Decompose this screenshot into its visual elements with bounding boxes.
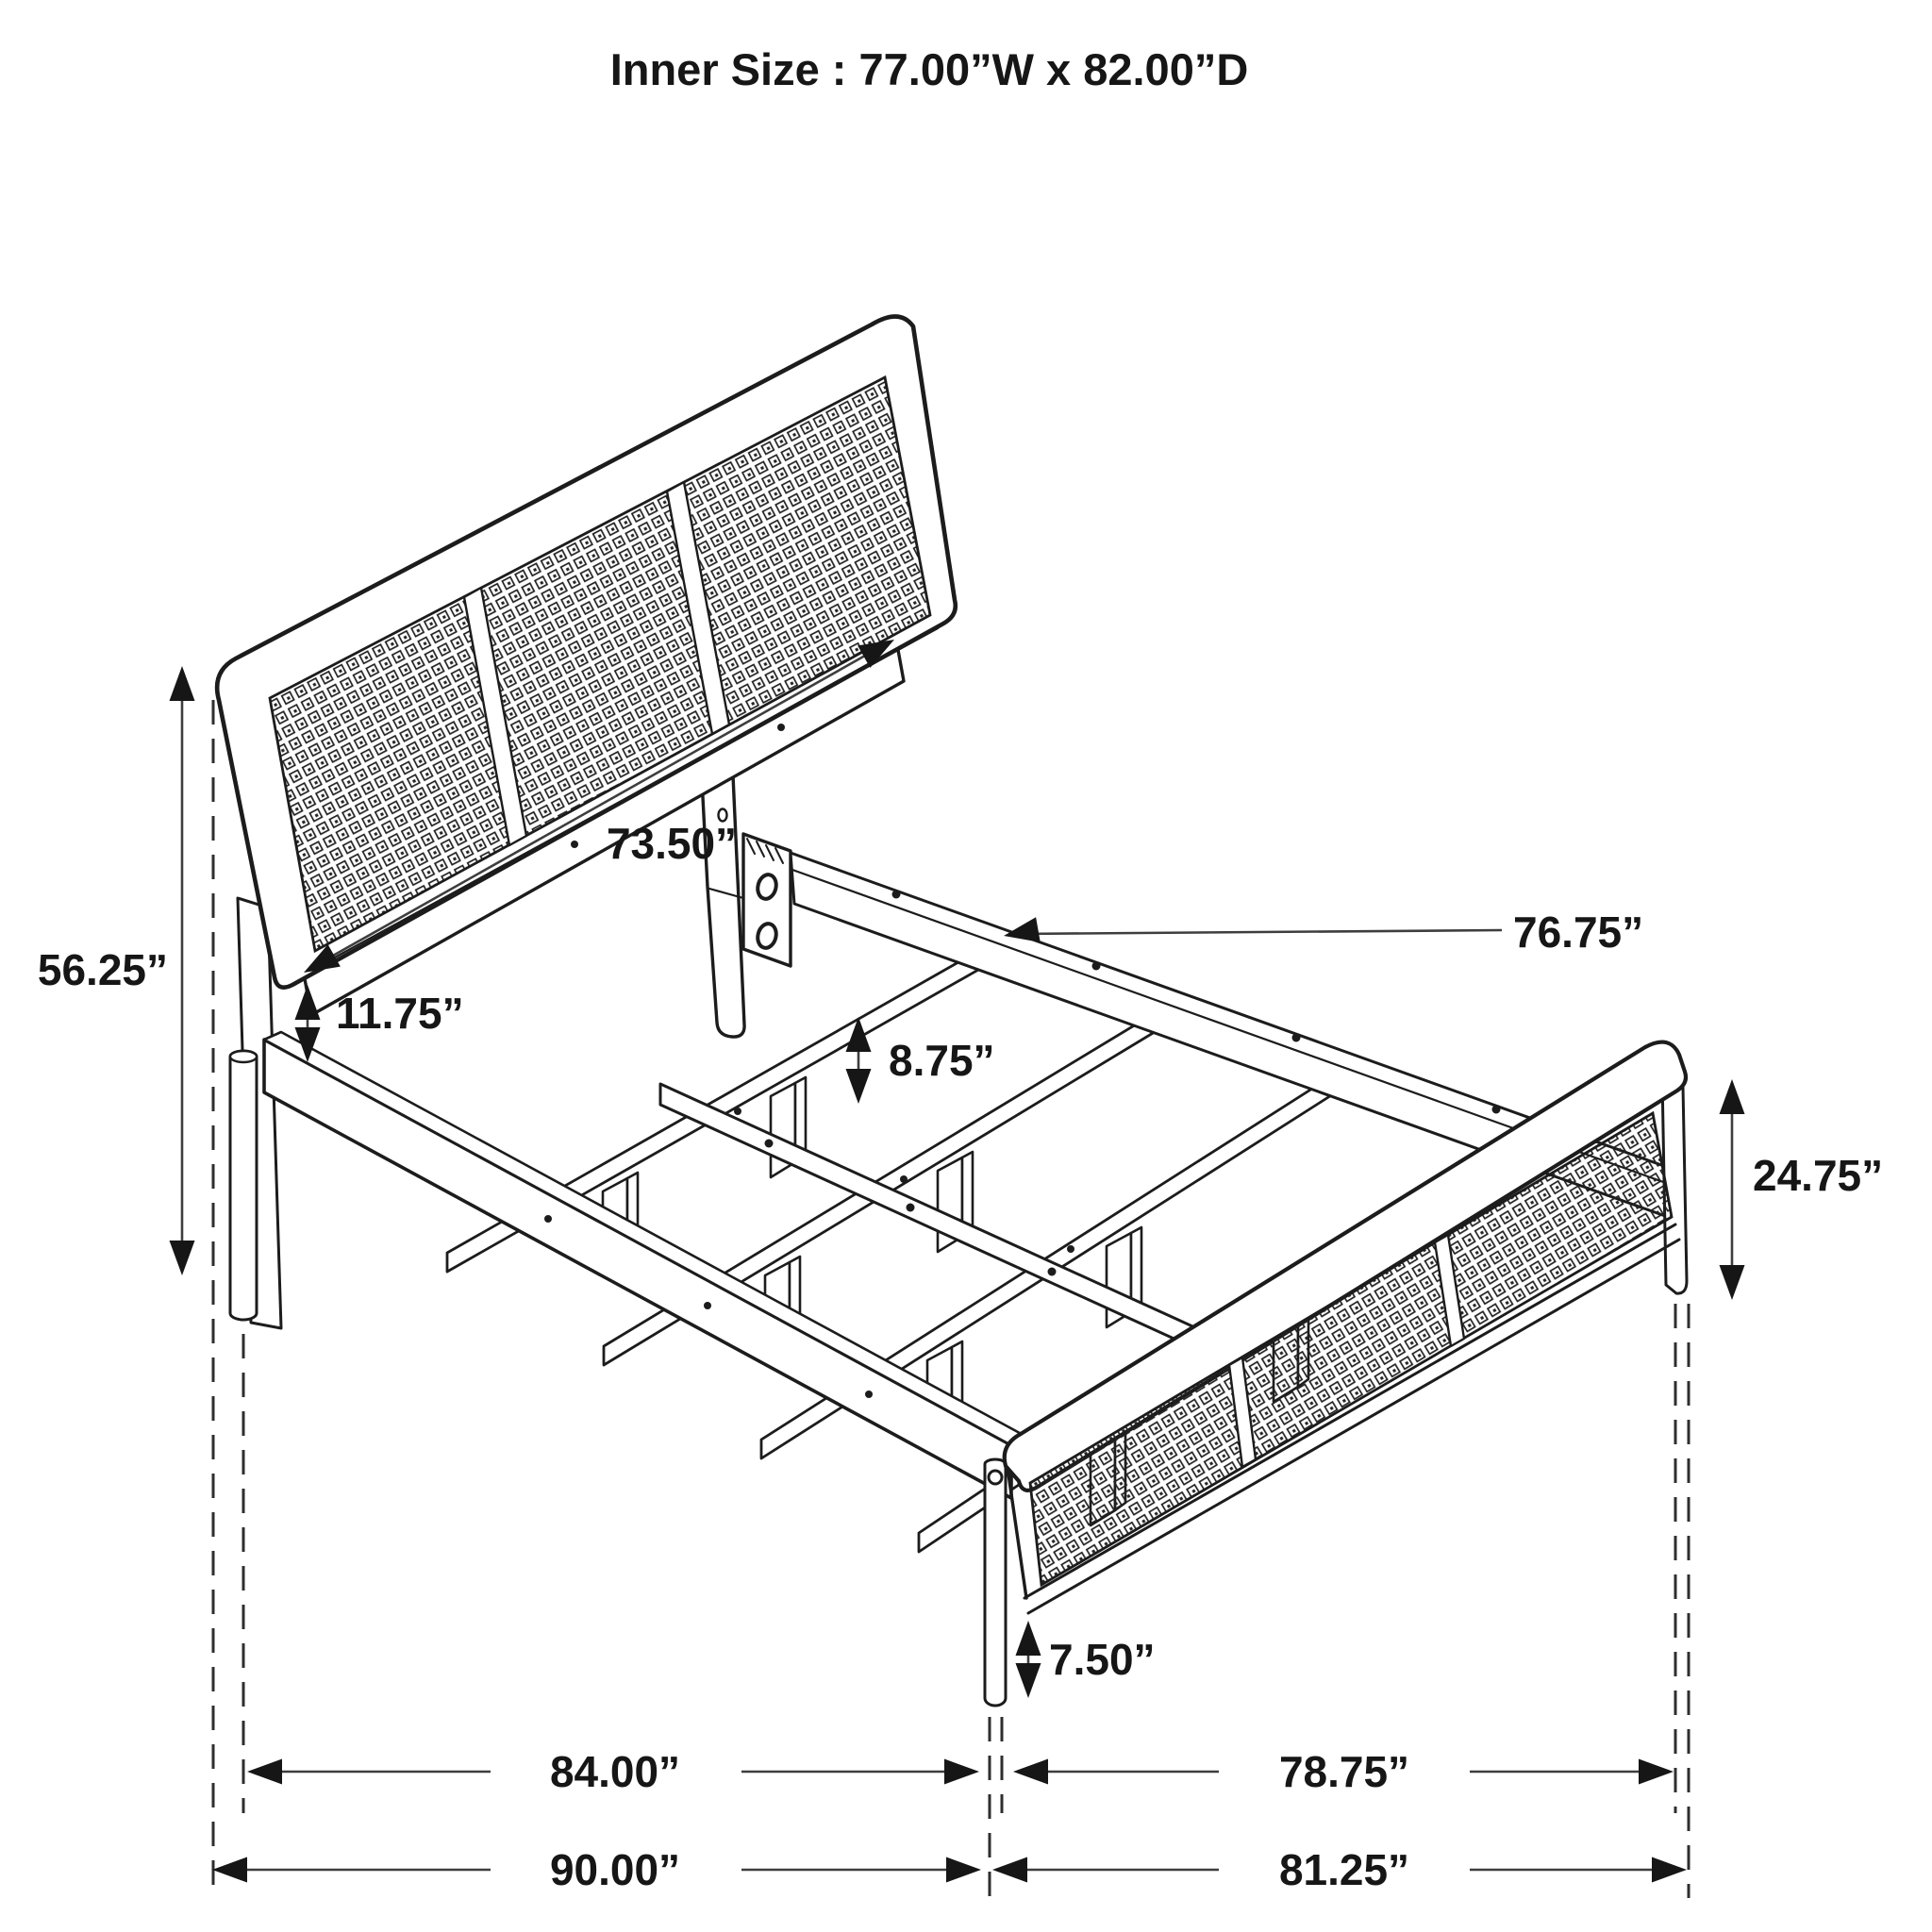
- dim-label-inner-length: 84.00”: [549, 1747, 681, 1796]
- headboard-left-leg: [230, 1051, 257, 1320]
- dim-footboard-leg: [1016, 1621, 1156, 1698]
- headboard-cane-mesh: [270, 377, 930, 951]
- footboard: [985, 1042, 1687, 1706]
- dim-overall-width: [992, 1845, 1687, 1894]
- dim-label-footboard-leg: 7.50”: [1049, 1635, 1156, 1684]
- dim-label-overall-length: 90.00”: [549, 1845, 681, 1894]
- dim-label-overall-width: 81.25”: [1278, 1845, 1410, 1894]
- dim-headboard-height: [38, 666, 195, 1275]
- dim-label-footboard-height: 24.75”: [1753, 1151, 1884, 1200]
- dim-inner-width: [1013, 1747, 1674, 1796]
- footboard-left-leg: [985, 1459, 1006, 1706]
- dim-inner-length: [247, 1747, 979, 1796]
- dim-label-slat-support: 8.75”: [889, 1036, 995, 1085]
- page-title: Inner Size : 77.00”W x 82.00”D: [609, 44, 1249, 94]
- dim-label-headboard-width: 73.50”: [606, 819, 738, 868]
- dim-overall-length: [212, 1845, 981, 1894]
- dim-label-rail-gap: 11.75”: [336, 989, 464, 1038]
- dim-label-inner-width: 78.75”: [1278, 1747, 1410, 1796]
- dim-footboard-height: [1720, 1079, 1884, 1300]
- left-side-rail: [264, 1040, 1011, 1498]
- dim-label-side-rail-length: 76.75”: [1513, 908, 1644, 957]
- dim-side-rail-length: [1002, 908, 1643, 957]
- dim-label-headboard-height: 56.25”: [37, 945, 168, 994]
- footboard-cane-mesh: [1030, 1113, 1672, 1585]
